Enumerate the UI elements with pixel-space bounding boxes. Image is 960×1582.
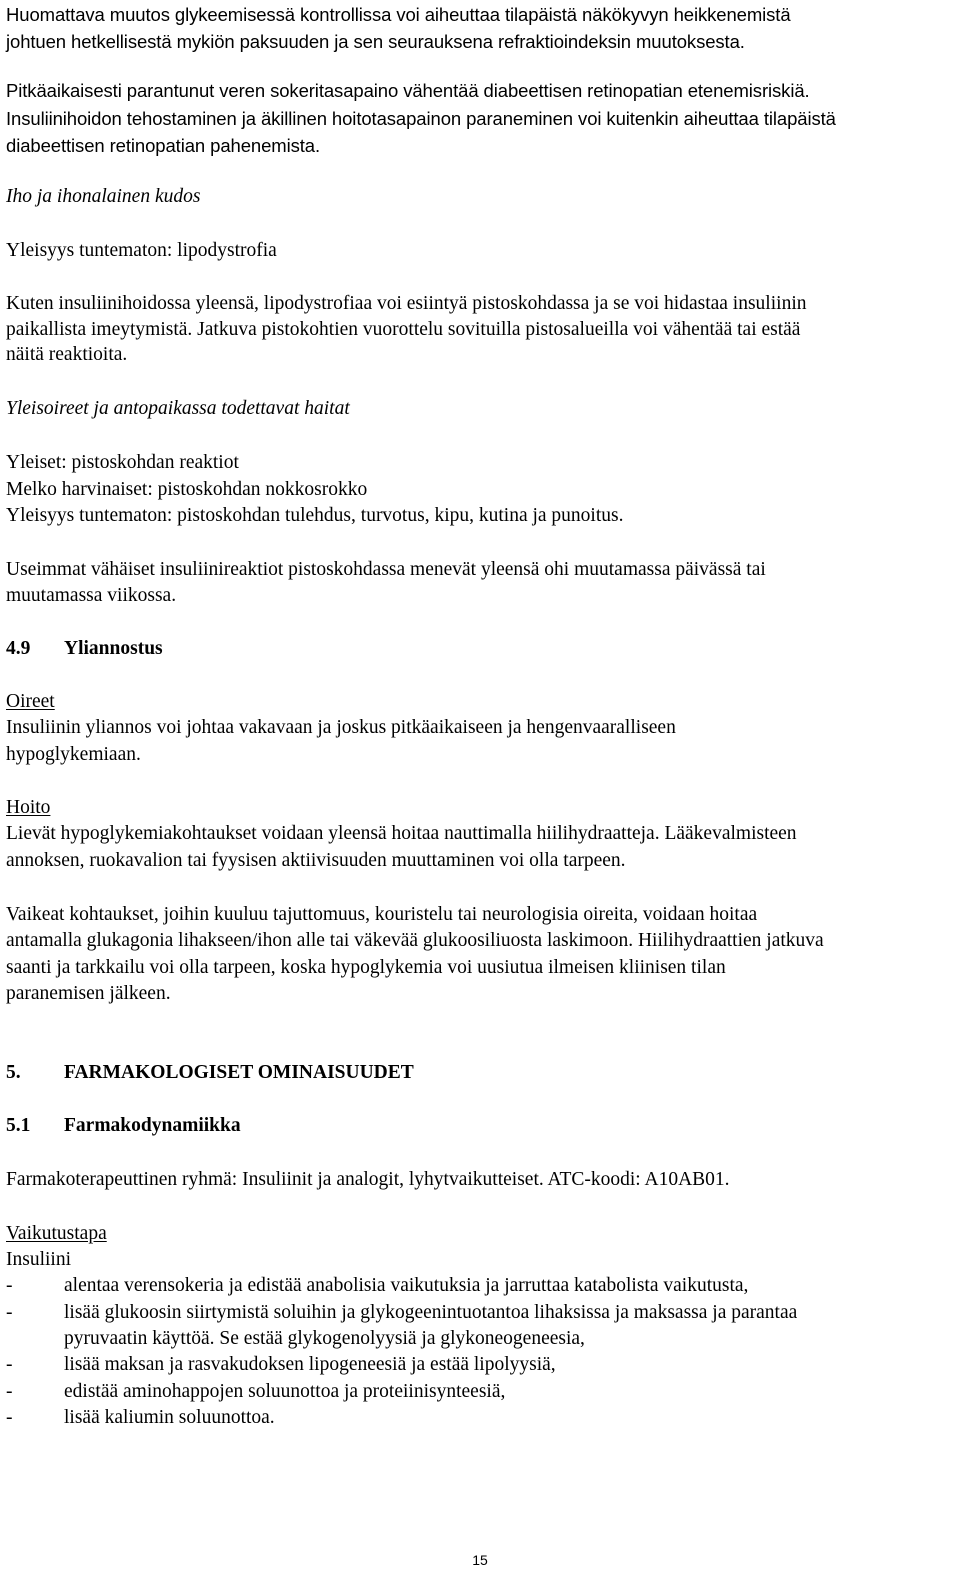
severe-line-4: paranemisen jälkeen. bbox=[6, 983, 171, 1004]
section-5-1-title: Farmakodynamiikka bbox=[64, 1115, 241, 1136]
general-note-2: muutamassa viikossa. bbox=[6, 585, 177, 606]
list-item-3: lisää maksan ja rasvakudoksen lipogeneesiä ja estää lipolyysiä, bbox=[64, 1354, 556, 1375]
section-4-9-title: Yliannostus bbox=[64, 638, 163, 659]
general-freq-2: Melko harvinaiset: pistoskohdan nokkosrokko bbox=[6, 479, 368, 500]
retinopathy-line-2: Insuliinihoidon tehostaminen ja äkillinen hoitotasapainon paraneminen voi kuitenkin aiheuttaa tilapäistä bbox=[6, 108, 836, 129]
general-freq-1: Yleiset: pistoskohdan reaktiot bbox=[6, 452, 239, 473]
list-item-1: alentaa verensokeria ja edistää anabolisia vaikutuksia ja jarruttaa katabolista vaikutusta, bbox=[64, 1275, 749, 1296]
list-bullet: - bbox=[6, 1381, 13, 1402]
insulin-label: Insuliini bbox=[6, 1249, 72, 1270]
treatment-heading: Hoito bbox=[6, 797, 51, 818]
list-bullet: - bbox=[6, 1302, 13, 1323]
severe-line-2: antamalla glukagonia lihakseen/ihon alle tai väkevää glukoosiliuosta laskimoon. Hiilihydraattien jatkuva bbox=[6, 930, 824, 951]
symptoms-line-2: hypoglykemiaan. bbox=[6, 744, 141, 765]
symptoms-heading: Oireet bbox=[6, 691, 55, 712]
page-number: 15 bbox=[472, 1552, 488, 1568]
retinopathy-line-3: diabeettisen retinopatian pahenemista. bbox=[6, 135, 321, 156]
severe-line-3: saanti ja tarkkailu voi olla tarpeen, koska hypoglykemia voi uusiutua ilmeisen kliinisen tilan bbox=[6, 957, 726, 978]
section-5-title: FARMAKOLOGISET OMINAISUUDET bbox=[64, 1062, 414, 1083]
skin-line-2: paikallista imeytymistä. Jatkuva pistokohtien vuorottelu sovituilla pistosalueilla voi vähentää tai estää bbox=[6, 319, 801, 340]
list-item-2-cont: pyruvaatin käyttöä. Se estää glykogenolyysiä ja glykoneogeneesia, bbox=[64, 1328, 585, 1349]
list-bullet: - bbox=[6, 1354, 13, 1375]
skin-heading: Iho ja ihonalainen kudos bbox=[6, 186, 201, 207]
section-4-9-number: 4.9 bbox=[6, 638, 31, 659]
list-item-5: lisää kaliumin soluunottoa. bbox=[64, 1407, 275, 1428]
treatment-line-2: annoksen, ruokavalion tai fyysisen aktiivisuuden muuttaminen voi olla tarpeen. bbox=[6, 850, 626, 871]
symptoms-line-1: Insuliinin yliannos voi johtaa vakavaan ja joskus pitkäaikaiseen ja hengenvaaralliseen bbox=[6, 717, 676, 738]
section-5-1-number: 5.1 bbox=[6, 1115, 31, 1136]
intro-line-1: Huomattava muutos glykeemisessä kontrollissa voi aiheuttaa tilapäistä näkökyvyn heikkenemistä bbox=[6, 4, 791, 25]
retinopathy-line-1: Pitkäaikaisesti parantunut veren sokeritasapaino vähentää diabeettisen retinopatian etenemisriskiä. bbox=[6, 80, 810, 101]
list-bullet: - bbox=[6, 1407, 13, 1428]
skin-line-3: näitä reaktioita. bbox=[6, 344, 128, 365]
mechanism-heading: Vaikutustapa bbox=[6, 1223, 107, 1244]
section-5-1-heading bbox=[6, 1115, 241, 1137]
intro-line-2: johtuen hetkellisestä mykiön paksuuden ja sen seurauksena refraktioindeksin muutoksesta. bbox=[6, 31, 745, 52]
skin-frequency: Yleisyys tuntematon: lipodystrofia bbox=[6, 240, 277, 261]
pharmacotherapeutic-group: Farmakoterapeuttinen ryhmä: Insuliinit ja analogit, lyhytvaikutteiset. ATC-koodi: A10AB01. bbox=[6, 1169, 730, 1190]
list-item-2: lisää glukoosin siirtymistä soluihin ja glykogeenintuotantoa lihaksissa ja maksassa ja parantaa bbox=[64, 1302, 798, 1323]
general-note-1: Useimmat vähäiset insuliinireaktiot pistoskohdassa menevät yleensä ohi muutamassa päivässä tai bbox=[6, 559, 766, 580]
section-5-number: 5. bbox=[6, 1062, 21, 1083]
list-item-4: edistää aminohappojen soluunottoa ja proteiinisynteesiä, bbox=[64, 1381, 506, 1402]
treatment-line-1: Lievät hypoglykemiakohtaukset voidaan yleensä hoitaa nauttimalla hiilihydraatteja. Lääkevalmisteen bbox=[6, 823, 797, 844]
skin-line-1: Kuten insuliinihoidossa yleensä, lipodystrofiaa voi esiintyä pistoskohdassa ja se voi hidastaa insuliinin bbox=[6, 293, 807, 314]
section-4-9-heading bbox=[6, 638, 163, 660]
list-bullet: - bbox=[6, 1275, 13, 1296]
general-heading: Yleisoireet ja antopaikassa todettavat haitat bbox=[6, 398, 350, 419]
severe-line-1: Vaikeat kohtaukset, joihin kuuluu tajuttomuus, kouristelu tai neurologisia oireita, voidaan hoitaa bbox=[6, 904, 758, 925]
section-5-heading bbox=[6, 1062, 414, 1084]
general-freq-3: Yleisyys tuntematon: pistoskohdan tulehdus, turvotus, kipu, kutina ja punoitus. bbox=[6, 505, 624, 526]
